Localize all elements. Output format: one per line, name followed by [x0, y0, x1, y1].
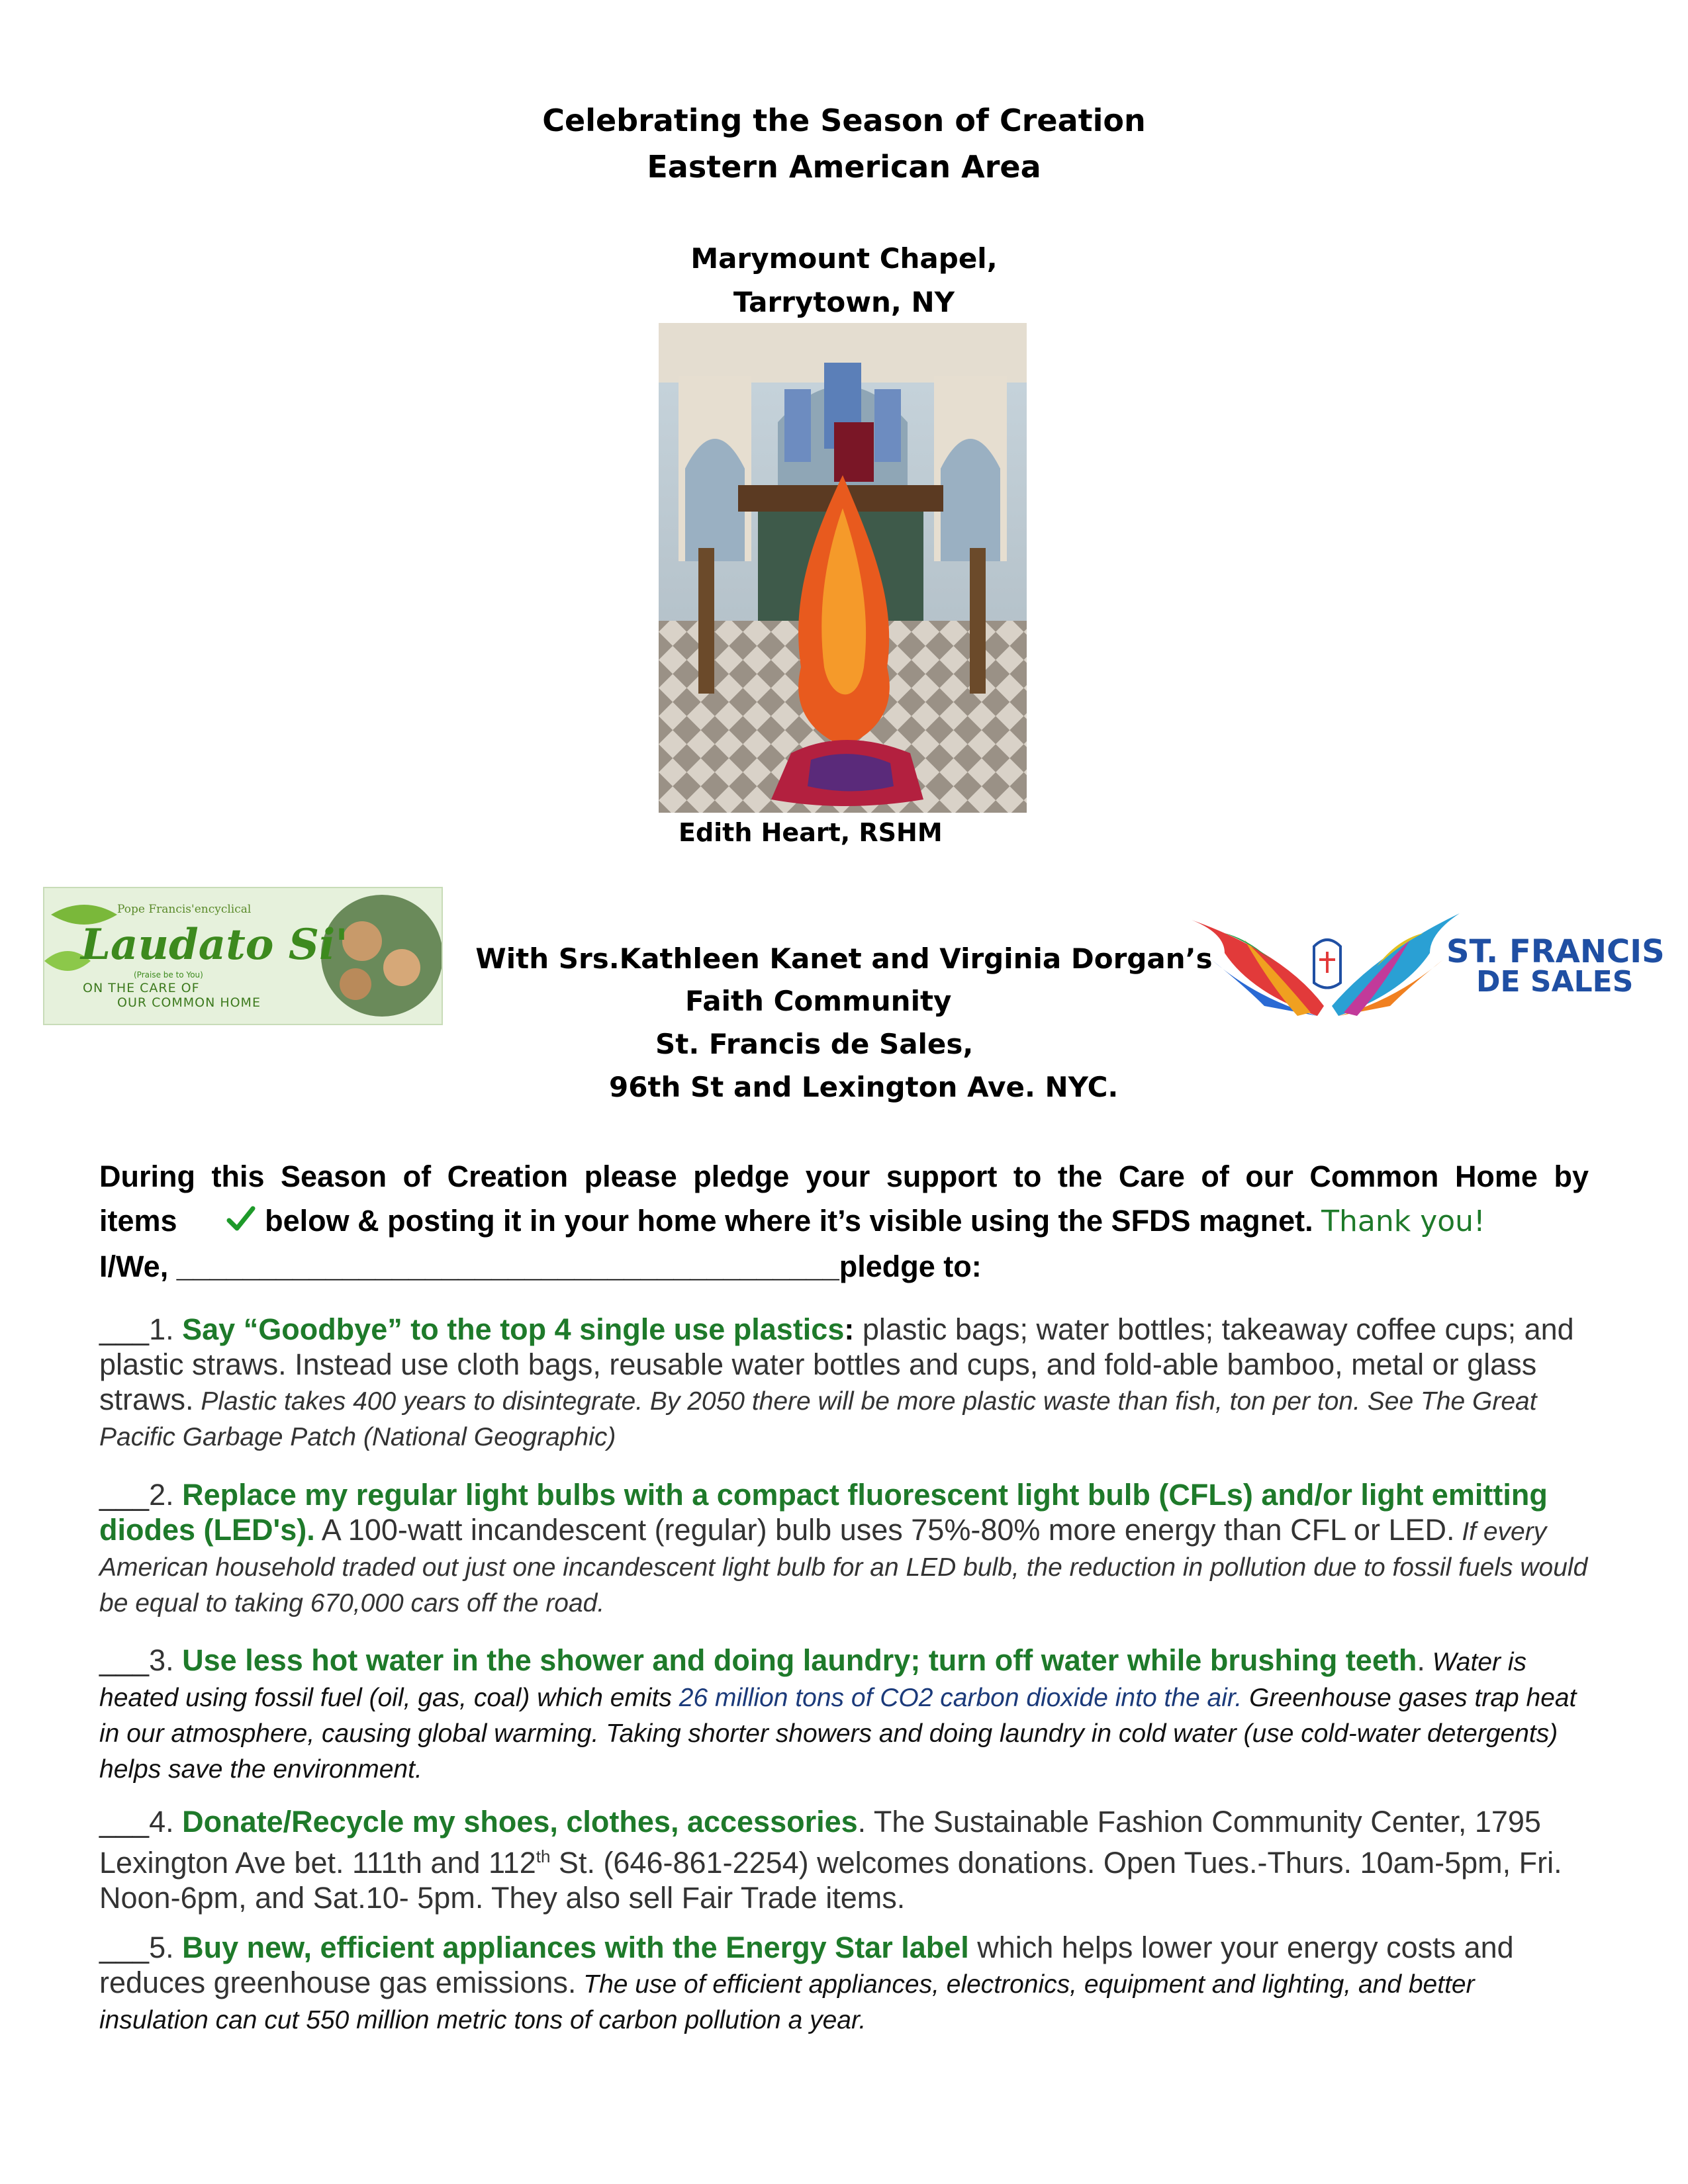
item-3-heading: Use less hot water in the shower and doing laundry; turn off water while brushing teeth [182, 1643, 1417, 1677]
item-5-heading: Buy new, efficient appliances with the Energy Star label [182, 1931, 969, 1964]
laudato-main: Laudato Si' [81, 920, 348, 970]
item-2-note: If every American household traded out just one incandescent light bulb for an LED bulb, the reduction in pollution due to fossil fuels would be equal to taking 670,000 cars off the road. [99, 1518, 1588, 1617]
item-5-number: 5. [149, 1931, 174, 1964]
sfds-logo [1185, 893, 1665, 1032]
item-4-number: 4. [149, 1805, 174, 1839]
pledge-item-5 [99, 1930, 1589, 2036]
item-2-number: 2. [149, 1478, 174, 1512]
item-2-body: A 100-watt incandescent (regular) bulb uses 75%-80% more energy than CFL or LED. [314, 1513, 1455, 1547]
intro-items-word: items [99, 1204, 177, 1238]
item-4-blank[interactable]: ___ [99, 1805, 150, 1839]
laudato-line2: ON THE CARE OF [83, 981, 200, 995]
sfds-line1: ST. FRANCIS [1446, 933, 1665, 970]
item-1-blank[interactable]: ___ [99, 1312, 150, 1346]
community-line-4: 96th St and Lexington Ave. NYC. [609, 1071, 1119, 1103]
item-4-sup: th [536, 1846, 551, 1866]
page-title: Celebrating the Season of Creation [542, 103, 1146, 138]
intro-instruction: below & posting it in your home where it’s visible using the SFDS magnet. [265, 1204, 1313, 1238]
item-5-blank[interactable]: ___ [99, 1931, 150, 1964]
community-line-1: With Srs.Kathleen Kanet and Virginia Dorgan’s [475, 942, 1213, 975]
laudato-line3: OUR COMMON HOME [117, 995, 261, 1010]
pledge-item-2 [99, 1477, 1589, 1619]
community-line-2: Faith Community [685, 985, 952, 1017]
item-3-note-b: Greenhouse gases trap heat in our atmosphere, causing global warming. Taking shorter showers and doing laundry in cold water (use cold-water detergents) helps save the environment. [99, 1684, 1577, 1784]
item-5-note: The use of efficient appliances, electronics, equipment and lighting, and better insulation can cut 550 million metric tons of carbon pollution a year. [99, 1970, 1475, 2034]
item-2-blank[interactable]: ___ [99, 1478, 150, 1512]
pledge-item-3 [99, 1643, 1589, 1786]
location-line-1: Marymount Chapel, [690, 242, 998, 275]
item-3-dot: . [1417, 1643, 1425, 1677]
community-line-3: St. Francis de Sales, [655, 1028, 974, 1060]
thank-you: Thank you! [1321, 1205, 1485, 1238]
pledge-item-1 [99, 1312, 1589, 1453]
laudato-paren: (Praise be to You) [134, 970, 203, 979]
page-subtitle: Eastern American Area [647, 149, 1041, 185]
sfds-line2: DE SALES [1476, 965, 1634, 999]
item-1-colon: : [844, 1312, 855, 1346]
laudato-line1: Pope Francis'encyclical [117, 903, 252, 916]
intro-line-2 [99, 1201, 1589, 1242]
item-4-dot: . [857, 1805, 867, 1839]
pledge-item-4 [99, 1804, 1589, 1915]
item-4-heading: Donate/Recycle my shoes, clothes, accessories [182, 1805, 858, 1839]
item-3-blank[interactable]: ___ [99, 1643, 150, 1677]
location-line-2: Tarrytown, NY [733, 286, 955, 318]
item-3-note-highlight: 26 million tons of CO2 carbon dioxide into the air. [679, 1684, 1243, 1712]
photo-caption: Edith Heart, RSHM [679, 818, 943, 847]
item-2-heading: Replace my regular light bulbs with a compact fluorescent light bulb (CFLs) and/or light emitting diodes (LED's). [99, 1478, 1548, 1547]
intro-line-1: During this Season of Creation please pledge your support to the Care of our Common Home by [99, 1160, 1589, 1193]
item-4-body-a: The Sustainable Fashion Community Center, 1795 Lexington Ave bet. 111th and 112 [99, 1805, 1541, 1880]
item-1-number: 1. [149, 1312, 174, 1346]
iwe-label: I/We, [99, 1250, 177, 1283]
item-1-heading: Say “Goodbye” to the top 4 single use plastics [182, 1312, 845, 1346]
item-4-body-b: St. (646-861-2254) welcomes donations. Open Tues.-Thurs. 10am-5pm, Fri. Noon-6pm, and Sat.10- 5pm. They also sell Fair Trade items. [99, 1846, 1562, 1915]
item-3-number: 3. [149, 1643, 174, 1677]
chapel-photo [659, 323, 1027, 813]
pledge-line [99, 1247, 1589, 1287]
item-3-note-a: Water is heated using fossil fuel (oil, gas, coal) which emits [99, 1648, 1527, 1712]
item-5-body: which helps lower your energy costs and reduces greenhouse gas emissions. [99, 1931, 1514, 1999]
pledge-to-label: pledge to: [839, 1250, 982, 1283]
item-1-note: Plastic takes 400 years to disintegrate. By 2050 there will be more plastic waste than fish, ton per ton. See The Great Pacific Garbage Patch (National Geographic) [99, 1387, 1537, 1451]
item-1-body: plastic bags; water bottles; takeaway coffee cups; and plastic straws. Instead use cloth bags, reusable water bottles and cups, and fold-able bamboo, metal or glass straws. [99, 1312, 1574, 1416]
name-blank[interactable]: ________________________________________ [176, 1250, 839, 1283]
